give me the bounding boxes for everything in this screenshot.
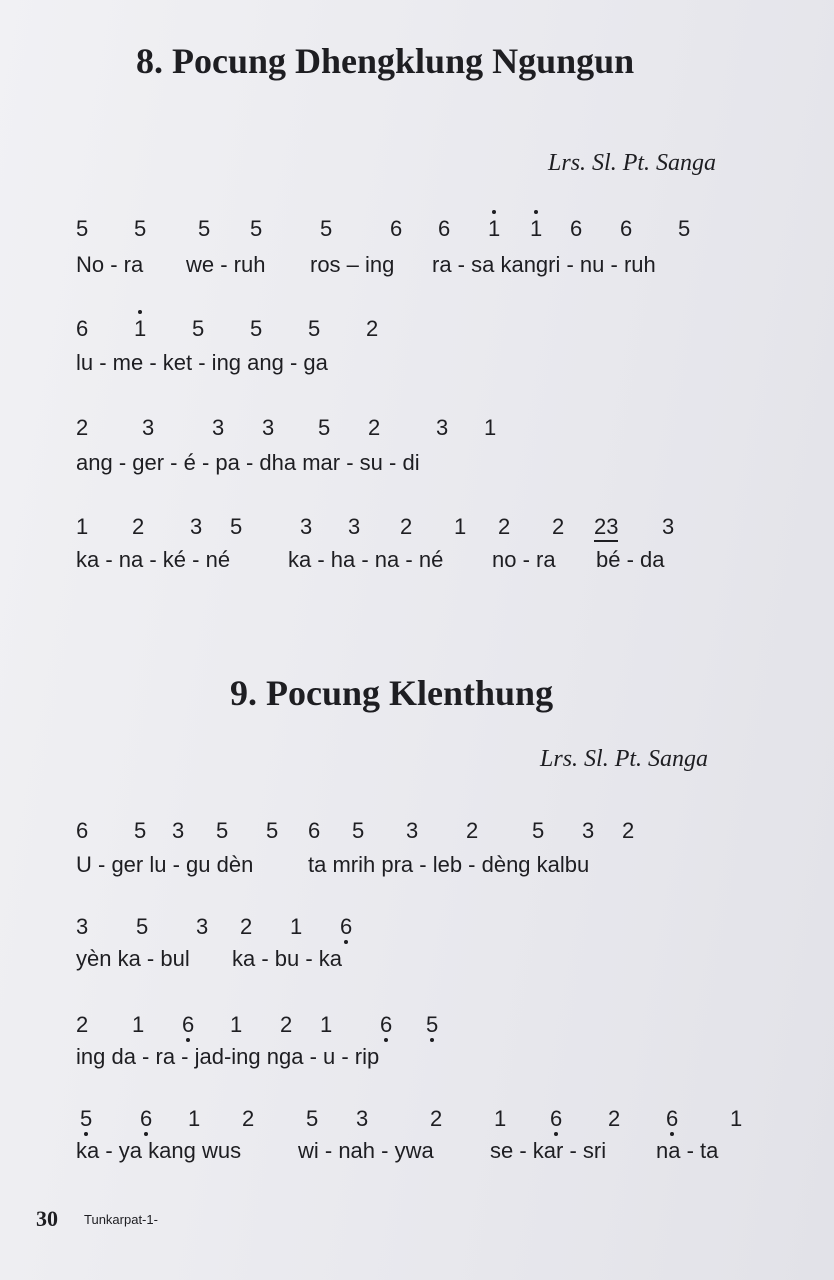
- note: 3: [196, 914, 209, 939]
- note-high: 1: [134, 316, 147, 341]
- note: 3: [348, 514, 361, 539]
- note: 2: [76, 415, 89, 440]
- note-low: 6: [182, 1012, 195, 1037]
- note: 6: [438, 216, 451, 241]
- lyric: bé - da: [596, 547, 665, 572]
- note: 5: [230, 514, 243, 539]
- note: 5: [198, 216, 211, 241]
- lyric: ros – ing: [310, 252, 395, 277]
- note: 2: [498, 514, 511, 539]
- note: 5: [306, 1106, 319, 1131]
- notation-line: [0, 1012, 834, 1040]
- note: 5: [136, 914, 149, 939]
- note: 3: [76, 914, 89, 939]
- note: 1: [188, 1106, 201, 1131]
- notation-line: [0, 1106, 834, 1134]
- note: 5: [76, 216, 89, 241]
- note-pair: 23: [594, 514, 618, 542]
- note: 3: [212, 415, 225, 440]
- note: 2: [242, 1106, 255, 1131]
- lyric: ka - ha - na - né: [288, 547, 444, 572]
- note: 3: [436, 415, 449, 440]
- note: 2: [608, 1106, 621, 1131]
- lyric: ang - ger - é - pa - dha mar - su - di: [76, 450, 420, 475]
- note: 3: [172, 818, 185, 843]
- lyric-line: [0, 946, 834, 974]
- note: 3: [406, 818, 419, 843]
- lyric-line: [0, 450, 834, 478]
- lyric: U - ger lu - gu dèn: [76, 852, 254, 877]
- note: 1: [132, 1012, 145, 1037]
- note: 2: [240, 914, 253, 939]
- note: 1: [230, 1012, 243, 1037]
- note: 1: [730, 1106, 743, 1131]
- lyric: ra - sa kangri - nu - ruh: [432, 252, 656, 277]
- note: 5: [134, 216, 147, 241]
- lyric: wi - nah - ywa: [298, 1138, 434, 1163]
- note: 2: [368, 415, 381, 440]
- note-high: 1: [530, 216, 543, 241]
- note: 3: [356, 1106, 369, 1131]
- note: 2: [132, 514, 145, 539]
- page-number: 30: [36, 1206, 58, 1231]
- lyric: lu - me - ket - ing ang - ga: [76, 350, 328, 375]
- note-low: 6: [380, 1012, 393, 1037]
- note: 6: [308, 818, 321, 843]
- note: 1: [454, 514, 467, 539]
- note: 6: [76, 316, 89, 341]
- note: 1: [290, 914, 303, 939]
- song-title: 8. Pocung Dhengklung Ngungun: [136, 41, 635, 81]
- note-low: 5: [80, 1106, 93, 1131]
- note: 5: [308, 316, 321, 341]
- lyric-line: [0, 1044, 834, 1072]
- note: 5: [532, 818, 545, 843]
- notation-line: [0, 914, 834, 942]
- note: 6: [390, 216, 403, 241]
- note: 3: [190, 514, 203, 539]
- note: 6: [76, 818, 89, 843]
- note: 5: [678, 216, 691, 241]
- note: 5: [192, 316, 205, 341]
- lyric-line: [0, 547, 834, 575]
- notation-line: [0, 514, 834, 542]
- note: 5: [134, 818, 147, 843]
- note: 3: [582, 818, 595, 843]
- note: 2: [366, 316, 379, 341]
- lyric: ing da - ra - jad-ing nga - u - rip: [76, 1044, 380, 1069]
- notation-line: [0, 818, 834, 846]
- note: 6: [570, 216, 583, 241]
- note: 5: [216, 818, 229, 843]
- note-low: 6: [666, 1106, 679, 1131]
- note: 2: [430, 1106, 443, 1131]
- notation-line: [0, 316, 834, 344]
- song-author: Lrs. Sl. Pt. Sanga: [548, 150, 717, 176]
- lyric: yèn ka - bul: [76, 946, 190, 971]
- note: 2: [552, 514, 565, 539]
- lyric-line: [0, 350, 834, 378]
- note: 2: [400, 514, 413, 539]
- note: 2: [466, 818, 479, 843]
- note: 3: [142, 415, 155, 440]
- note-low: 5: [426, 1012, 439, 1037]
- note: 2: [76, 1012, 89, 1037]
- note: 1: [320, 1012, 333, 1037]
- song-title: 9. Pocung Klenthung: [230, 673, 554, 713]
- footer-label: Tunkarpat-1-: [84, 1212, 158, 1227]
- note: 5: [266, 818, 279, 843]
- lyric-line: [0, 252, 834, 280]
- lyric: ka - na - ké - né: [76, 547, 231, 572]
- lyric: ka - bu - ka: [232, 946, 343, 971]
- lyric: ta mrih pra - leb - dèng kalbu: [308, 852, 590, 877]
- note: 6: [620, 216, 633, 241]
- note: 2: [622, 818, 635, 843]
- notation-line: [0, 216, 834, 244]
- note: 5: [320, 216, 333, 241]
- note: 5: [250, 316, 263, 341]
- notation-line: [0, 415, 834, 443]
- note: 5: [250, 216, 263, 241]
- note: 2: [280, 1012, 293, 1037]
- lyric: no - ra: [492, 547, 556, 572]
- song-author: Lrs. Sl. Pt. Sanga: [540, 746, 709, 772]
- lyric: we - ruh: [186, 252, 266, 277]
- lyric: No - ra: [76, 252, 144, 277]
- note: 5: [318, 415, 331, 440]
- note: 3: [300, 514, 313, 539]
- note: 1: [484, 415, 497, 440]
- note-low: 6: [340, 914, 353, 939]
- lyric: na - ta: [656, 1138, 719, 1163]
- note: 3: [662, 514, 675, 539]
- note-low: 6: [140, 1106, 153, 1131]
- note-high: 1: [488, 216, 501, 241]
- lyric: se - kar - sri: [490, 1138, 607, 1163]
- note: 3: [262, 415, 275, 440]
- lyric: ka - ya kang wus: [76, 1138, 242, 1163]
- lyric-line: [0, 852, 834, 880]
- lyric-line: [0, 1138, 834, 1166]
- note: 1: [76, 514, 89, 539]
- note: 5: [352, 818, 365, 843]
- note: 1: [494, 1106, 507, 1131]
- note-low: 6: [550, 1106, 563, 1131]
